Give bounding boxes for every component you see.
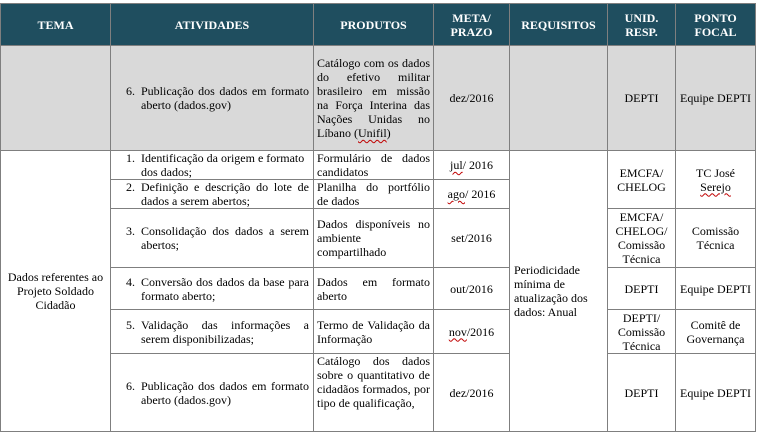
- activity-text: Conversão dos dados da base para formato aberto;: [141, 274, 309, 303]
- deadline-cell: out/2016: [434, 268, 510, 310]
- activity-cell: [111, 180, 314, 209]
- header-unid-resp: UNID. RESP.: [608, 4, 676, 46]
- activity-cell: [111, 46, 314, 151]
- activity-text: Consolidação dos dados a serem abertos;: [141, 224, 309, 252]
- activity-cell: [111, 310, 314, 354]
- product-cell: Catálogo dos dados sobre o quantitativo de cidadãos formados, por tipo de qualificação,: [314, 354, 434, 432]
- activity-number: 4.: [126, 274, 135, 289]
- focal-cell: Equipe DEPTI: [676, 268, 756, 310]
- unit-cell: DEPTI: [608, 268, 676, 310]
- deadline-cell: dez/2016: [434, 46, 510, 151]
- unit-cell: EMCFA/ CHELOG/ Comissão Técnica: [608, 209, 676, 268]
- tema-cell: Dados referentes ao Projeto Soldado Cidadão: [1, 151, 111, 432]
- focal-cell: Comissão Técnica: [676, 209, 756, 268]
- deadline-cell: jul/ 2016: [434, 151, 510, 180]
- activity-cell: [111, 151, 314, 180]
- deadline-cell: ago/ 2016: [434, 180, 510, 209]
- header-ponto-focal: PONTO FOCAL: [676, 4, 756, 46]
- header-row: [1, 4, 756, 46]
- deadline-cell: set/2016: [434, 209, 510, 268]
- data-plan-table: [0, 3, 756, 432]
- activity-text: Definição e descrição do lote de dados a serem abertos;: [141, 180, 309, 208]
- header-atividades: ATIVIDADES: [111, 4, 314, 46]
- focal-cell: Comitê de Governança: [676, 310, 756, 354]
- product-cell: Planilha do portfólio de dados: [314, 180, 434, 209]
- table-row: [1, 268, 756, 310]
- deadline-cell: dez/2016: [434, 354, 510, 432]
- tema-cell-empty: [1, 46, 111, 151]
- table-row: [1, 209, 756, 268]
- activity-number: 6.: [126, 378, 135, 393]
- activity-cell: [111, 354, 314, 432]
- activity-text: Validação das informações a serem disponibilizadas;: [141, 317, 309, 346]
- header-tema: TEMA: [1, 4, 111, 46]
- activity-text: Publicação dos dados em formato aberto (dados.gov): [141, 84, 309, 112]
- unifil-word: Unifil: [358, 126, 387, 140]
- activity-cell: [111, 209, 314, 268]
- requisitos-cell-empty: [510, 46, 608, 151]
- header-produtos: PRODUTOS: [314, 4, 434, 46]
- activity-text: Publicação dos dados em formato aberto (dados.gov): [141, 378, 309, 407]
- activity-number: 3.: [126, 224, 135, 238]
- unit-cell: DEPTI: [608, 354, 676, 432]
- focal-cell: Equipe DEPTI: [676, 46, 756, 151]
- product-cell: Dados em formato aberto: [314, 268, 434, 310]
- activity-cell: [111, 268, 314, 310]
- activity-number: 2.: [126, 180, 135, 194]
- product-cell: Dados disponíveis no ambiente compartilhado: [314, 209, 434, 268]
- activity-number: 6.: [126, 84, 135, 98]
- unit-cell: DEPTI: [608, 46, 676, 151]
- table-row: [1, 354, 756, 432]
- table-row: [1, 310, 756, 354]
- focal-cell: Equipe DEPTI: [676, 354, 756, 432]
- unit-cell: DEPTI/ Comissão Técnica: [608, 310, 676, 354]
- product-cell: Formulário de dados candidatos: [314, 151, 434, 180]
- product-cell: Catálogo com os dados do efetivo militar brasileiro em missão na Força Interina das Nações Unidas no Líbano (Unifil): [314, 46, 434, 151]
- table-row-top: [1, 46, 756, 151]
- product-cell: Termo de Validação da Informação: [314, 310, 434, 354]
- focal-cell: TC José Serejo: [676, 151, 756, 209]
- activity-number: 5.: [126, 317, 135, 332]
- activity-text: Identificação da origem e formato dos dados;: [141, 151, 305, 179]
- table-row: [1, 151, 756, 180]
- activity-number: 1.: [126, 151, 135, 165]
- header-requisitos: REQUISITOS: [510, 4, 608, 46]
- deadline-cell: nov/2016: [434, 310, 510, 354]
- requisitos-cell: Periodicidade mínima de atualização dos dados: Anual: [510, 151, 608, 432]
- unit-cell: EMCFA/ CHELOG: [608, 151, 676, 209]
- header-meta-prazo: META/ PRAZO: [434, 4, 510, 46]
